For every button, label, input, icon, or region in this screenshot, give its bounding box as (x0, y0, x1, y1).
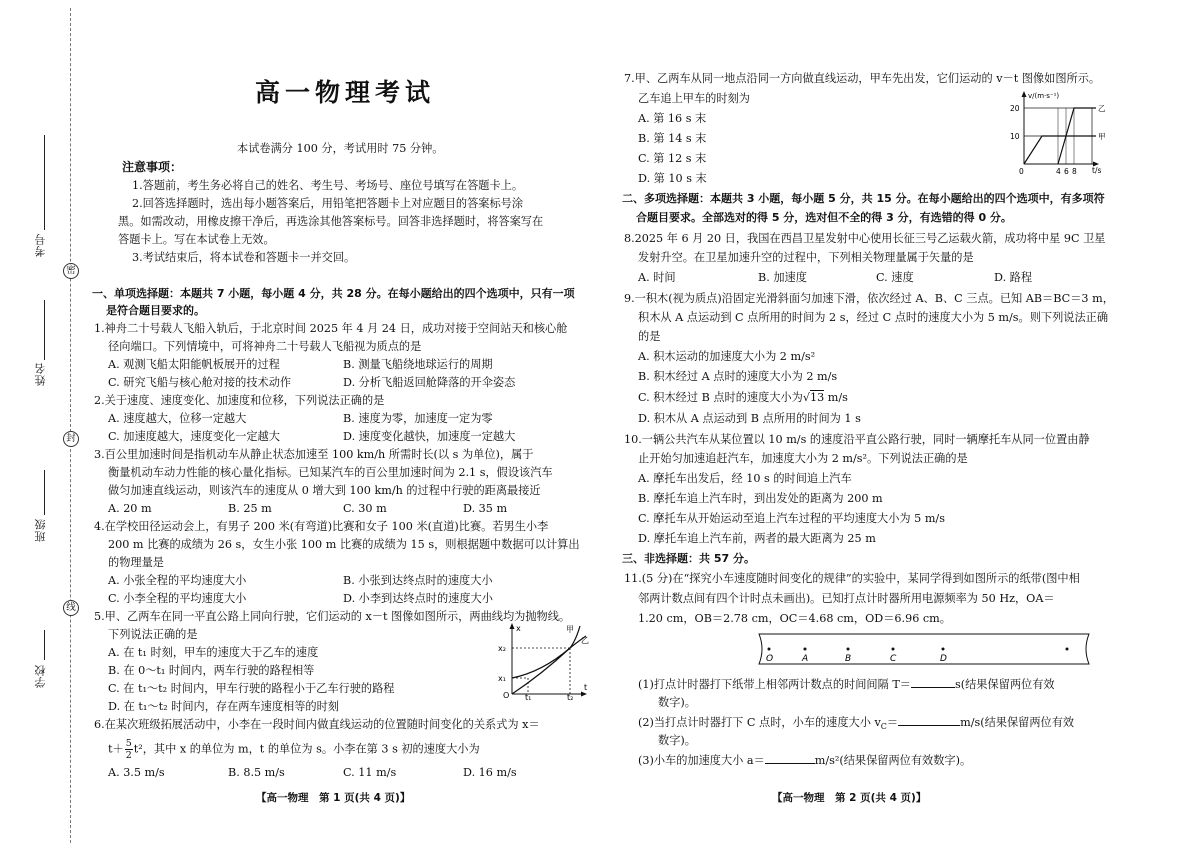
q5-option-b: B. 在 0～t₁ 时间内，两车行驶的路程相等 (108, 664, 315, 677)
tape-label-o: O (766, 654, 774, 664)
tape-label-b: B (845, 654, 852, 664)
q9-stem-cont: 的是 (638, 330, 661, 343)
q7-label-t6: 6 (1064, 167, 1069, 176)
q10-stem-cont: 止开始匀加速追赶汽车，加速度大小为 2 m/s²。下列说法正确的是 (638, 452, 968, 465)
notice-line: 3.考试结束后，将本试卷和答题卡一并交回。 (132, 251, 356, 264)
q5-stem-cont: 下列说法正确的是 (108, 628, 198, 641)
q5-option-d: D. 在 t₁～t₂ 时间内，存在两车速度相等的时刻 (108, 700, 339, 713)
q7-option-c: C. 第 12 s 末 (638, 152, 707, 165)
q9-option-d: D. 积木从 A 点运动到 B 点所用的时间为 1 s (638, 412, 861, 425)
q10-option-b: B. 摩托车追上汽车时，到出发处的距离为 200 m (638, 492, 883, 505)
q1-option-b: B. 测量飞船绕地球运行的周期 (343, 358, 493, 371)
q9-stem: 9.一积木(视为质点)沿固定光滑斜面匀加速下滑，依次经过 A、B、C 三点。已知 AB＝BC＝3 m， (624, 292, 1114, 305)
q3-stem: 3.百公里加速时间是指机动车从静止状态加速至 100 km/h 所需时长(以 s 为单位)，属于 (94, 448, 534, 461)
q11-part3 (638, 752, 971, 769)
field-line (44, 630, 45, 660)
field-label-school: 学校 (34, 664, 47, 688)
q6-option-c: C. 11 m/s (343, 766, 397, 779)
q3-stem-cont: 做匀加速直线运动，则该汽车的速度从 0 增大到 100 km/h 的过程中行驶的距离最接近 (108, 484, 541, 497)
q6-fraction (125, 738, 133, 761)
q5-label-o: O (503, 691, 510, 700)
seal-char-mi: 密 (63, 263, 79, 279)
section2-heading: 二、多项选择题：本题共 3 小题，每小题 5 分，共 15 分。在每小题给出的四个选项中，有多项符 (622, 192, 1105, 205)
tape-dot-a (804, 648, 807, 651)
q7-stem: 7.甲、乙两车从同一地点沿同一方向做直线运动，甲车先出发，它们运动的 v－t 图像如图所示。 (624, 72, 1101, 85)
q11-part1-note: s(结果保留两位有效 (955, 678, 1055, 691)
seal-char-xian: 线 (63, 600, 79, 616)
q7-label-jia: 甲 (1098, 132, 1106, 141)
q5-label-yi: 乙 (581, 636, 589, 645)
q10-option-c: C. 摩托车从开始运动至追上汽车过程的平均速度大小为 5 m/s (638, 512, 945, 525)
q7-label-yi: 乙 (1098, 104, 1106, 113)
q7-label-20: 20 (1010, 104, 1020, 113)
q7-label-o: 0 (1019, 167, 1024, 176)
tape-dot (768, 648, 771, 651)
exam-title: 高一物理考试 (255, 78, 436, 107)
q5-label-x1: x₁ (498, 674, 506, 683)
q7-option-d: D. 第 10 s 末 (638, 172, 707, 185)
q6-option-d: D. 16 m/s (463, 766, 517, 779)
q5-stem: 5.甲、乙两车在同一平直公路上同向行驶，它们运动的 x－t 图像如图所示，两曲线均为抛物线。 (94, 610, 571, 623)
notice-line: 答题卡上。写在本试卷上无效。 (118, 233, 275, 246)
field-label-name: 姓名 (34, 362, 47, 386)
q6-option-b: B. 8.5 m/s (228, 766, 285, 779)
sqrt-symbol: √ (802, 391, 810, 404)
q9-option-c-radicand: 13 (810, 391, 825, 404)
notice-line: 1.答题前，考生务必将自己的姓名、考生号、考场号、座位号填写在答题卡上。 (132, 179, 524, 192)
q11-part2-cont: 数字)。 (658, 734, 696, 747)
q4-stem-cont: 的物理量是 (108, 556, 164, 569)
q3-option-a: A. 20 m (108, 502, 152, 515)
q9-option-c-unit: m/s (824, 391, 848, 404)
seal-char-feng: 封 (63, 431, 79, 447)
field-label-class: 班级 (34, 518, 47, 542)
q5-label-jia: 甲 (566, 625, 574, 634)
q8-stem-cont: 发射升空。在卫星加速升空的过程中，下列相关物理量属于矢量的是 (638, 251, 974, 264)
q7-stem-cont: 乙车追上甲车的时刻为 (638, 92, 750, 105)
notice-line: 2.回答选择题时，选出每小题答案后，用铅笔把答题卡上对应题目的答案标号涂 (132, 197, 524, 210)
q2-option-b: B. 速度为零，加速度一定为零 (343, 412, 493, 425)
q5-option-c: C. 在 t₁～t₂ 时间内，甲车行驶的路程小于乙车行驶的路程 (108, 682, 395, 695)
q4-option-c: C. 小李全程的平均速度大小 (108, 592, 247, 605)
tape-label-c: C (890, 654, 897, 664)
q2-option-c: C. 加速度越大，速度变化一定越大 (108, 430, 280, 443)
q4-stem: 4.在学校田径运动会上，有男子 200 米(有弯道)比赛和女子 100 米(直道)比赛。若男生小李 (94, 520, 549, 533)
q9-option-a: A. 积木运动的加速度大小为 2 m/s² (638, 350, 816, 363)
tape-outline (759, 634, 1089, 664)
field-line (44, 300, 45, 360)
q6-stem-cont (108, 738, 480, 761)
q11-part2-note: m/s(结果保留两位有效 (960, 716, 1075, 729)
q5-x-axis-arrow (510, 623, 515, 629)
q8-option-d: D. 路程 (994, 271, 1033, 284)
q7-label-v: v/(m·s⁻¹) (1028, 92, 1060, 100)
q11-part2-eq: ＝ (886, 716, 899, 729)
q7-vt-graph (1008, 88, 1108, 180)
q6-expr-end: t²，其中 x 的单位为 m，t 的单位为 s。小李在第 3 s 初的速度大小为 (133, 742, 480, 756)
field-name (32, 300, 56, 420)
q11-stem: 11.(5 分)在“探究小车速度随时间变化的规律”的实验中，某同学得到如图所示的纸带(图中相 (624, 572, 1080, 585)
field-school (32, 630, 56, 740)
field-class (32, 470, 56, 590)
q5-t-axis-arrow (581, 692, 587, 697)
page-2-footer: 【高一物理 第 2 页(共 4 页)】 (772, 792, 927, 804)
seal-dashed-line (70, 8, 71, 843)
q11-part2-text: (2)当打点计时器打下 C 点时，小车的速度大小 v (638, 716, 881, 729)
q3-stem-cont: 衡量机动车动力性能的核心量化指标。已知某汽车的百公里加速时间为 2.1 s，假设该汽车 (108, 466, 553, 479)
tape-dot-end (1066, 648, 1069, 651)
q7-option-a: A. 第 16 s 末 (638, 112, 707, 125)
q1-option-d: D. 分析飞船返回舱降落的开伞姿态 (343, 376, 516, 389)
page-1-footer: 【高一物理 第 1 页(共 4 页)】 (256, 792, 411, 804)
binding-gutter (0, 0, 80, 849)
q11-part1 (638, 676, 1055, 693)
q7-line-jia (1024, 136, 1096, 164)
q3-option-d: D. 35 m (463, 502, 508, 515)
q6-option-a: A. 3.5 m/s (108, 766, 165, 779)
q11-part1-blank (911, 676, 955, 688)
section3-heading: 三、非选择题：共 57 分。 (622, 552, 755, 565)
notice-line: 黑。如需改动，用橡皮擦干净后，再选涂其他答案标号。回答非选择题时，将答案写在 (118, 215, 544, 228)
q1-stem-cont: 径向端口。下列情境中，可将神舟二十号载人飞船视为质点的是 (108, 340, 422, 353)
q11-paper-tape (755, 630, 1095, 670)
q5-label-x: x (516, 624, 521, 633)
q11-part2-blank (898, 714, 960, 726)
q8-stem: 8.2025 年 6 月 20 日，我国在西昌卫星发射中心使用长征三号乙运载火箭，成功将中星 9C 卫星 (624, 232, 1106, 245)
q1-stem: 1.神舟二十号载人飞船入轨后，于北京时间 2025 年 4 月 24 日，成功对接于空间站天和核心舱 (94, 322, 568, 335)
q5-label-t: t (584, 683, 588, 692)
q5-xt-graph (490, 622, 590, 700)
q8-option-c: C. 速度 (876, 271, 914, 284)
q7-label-10: 10 (1010, 132, 1020, 141)
q6-stem: 6.在某次班级拓展活动中，小李在一段时间内做直线运动的位置随时间变化的关系式为 x＝ (94, 718, 540, 731)
q5-label-x2: x₂ (498, 644, 506, 653)
exam-subtitle: 本试卷满分 100 分，考试用时 75 分钟。 (237, 142, 444, 155)
q10-option-d: D. 摩托车追上汽车前，两者的最大距离为 25 m (638, 532, 876, 545)
q11-stem-cont: 邻两计数点间有四个计时点未画出)。已知打点计时器所用电源频率为 50 Hz，OA＝ (638, 592, 1055, 605)
q5-option-a: A. 在 t₁ 时刻，甲车的速度大于乙车的速度 (108, 646, 319, 659)
field-exam-number (32, 135, 56, 265)
q7-option-b: B. 第 14 s 末 (638, 132, 707, 145)
q2-option-a: A. 速度越大，位移一定越大 (108, 412, 247, 425)
q7-label-t: t/s (1092, 166, 1102, 175)
q11-part3-note: m/s²(结果保留两位有效数字)。 (814, 754, 972, 767)
q7-v-axis-arrow (1022, 91, 1027, 97)
tape-dot-c (892, 648, 895, 651)
q11-stem-cont: 1.20 cm，OB＝2.78 cm，OC＝4.68 cm，OD＝6.96 cm。 (638, 612, 951, 625)
q2-stem: 2.关于速度、速度变化、加速度和位移，下列说法正确的是 (94, 394, 385, 407)
q1-option-c: C. 研究飞船与核心舱对接的技术动作 (108, 376, 292, 389)
field-label-exam-number: 考号 (34, 233, 47, 257)
q8-option-b: B. 加速度 (758, 271, 807, 284)
q5-label-t1: t₁ (525, 693, 532, 700)
q8-option-a: A. 时间 (638, 271, 676, 284)
notice-heading: 注意事项： (122, 160, 183, 174)
q11-part2 (638, 714, 1074, 734)
q5-curve-yi (512, 636, 586, 678)
q7-label-t4: 4 (1056, 167, 1061, 176)
q11-part1-text: (1)打点计时器打下纸带上相邻两计数点的时间间隔 T＝ (638, 678, 911, 691)
q11-part3-text: (3)小车的加速度大小 a＝ (638, 754, 765, 767)
q1-option-a: A. 观测飞船太阳能帆板展开的过程 (108, 358, 280, 371)
q7-label-t8: 8 (1072, 167, 1077, 176)
q6-frac-den: 2 (125, 750, 132, 761)
q4-stem-cont: 200 m 比赛的成绩为 26 s，女生小张 100 m 比赛的成绩为 15 s，则根据题中数据可以计算出 (108, 538, 580, 551)
q2-option-d: D. 速度变化越快，加速度一定越大 (343, 430, 516, 443)
q9-option-c (638, 389, 848, 406)
tape-label-d: D (940, 654, 947, 664)
q5-label-t2: t₂ (567, 693, 574, 700)
section1-heading: 一、单项选择题：本题共 7 小题，每小题 4 分，共 28 分。在每小题给出的四个选项中，只有一项 (92, 287, 575, 300)
q10-stem: 10.一辆公共汽车从某位置以 10 m/s 的速度沿平直公路行驶，同时一辆摩托车从同一位置由静 (624, 433, 1090, 446)
tape-dot-d (942, 648, 945, 651)
q4-option-b: B. 小张到达终点时的速度大小 (343, 574, 493, 587)
q6-frac-num: 5 (125, 738, 132, 749)
q11-part1-cont: 数字)。 (658, 696, 696, 709)
q6-expr-start: t＋ (108, 742, 124, 756)
section1-heading-cont: 是符合题目要求的。 (106, 304, 205, 317)
q3-option-c: C. 30 m (343, 502, 387, 515)
section2-heading-cont: 合题目要求。全部选对的得 5 分，选对但不全的得 3 分，有选错的得 0 分。 (636, 211, 1012, 224)
q10-option-a: A. 摩托车出发后，经 10 s 的时间追上汽车 (638, 472, 852, 485)
q11-part3-blank (765, 752, 815, 764)
tape-label-a: A (802, 654, 809, 664)
q9-option-b: B. 积木经过 A 点时的速度大小为 2 m/s (638, 370, 838, 383)
q4-option-a: A. 小张全程的平均速度大小 (108, 574, 247, 587)
field-line (44, 470, 45, 515)
q4-option-d: D. 小李到达终点时的速度大小 (343, 592, 493, 605)
q3-option-b: B. 25 m (228, 502, 272, 515)
q11-part2-sub: C (880, 722, 887, 732)
field-line (44, 135, 45, 230)
q9-option-c-text: C. 积木经过 B 点时的速度大小为 (638, 391, 803, 404)
tape-dot-b (847, 648, 850, 651)
q9-stem-cont: 积木从 A 点运动到 C 点所用的时间为 2 s，经过 C 点时的速度大小为 5 m/s。则下列说法正确 (638, 311, 1109, 324)
